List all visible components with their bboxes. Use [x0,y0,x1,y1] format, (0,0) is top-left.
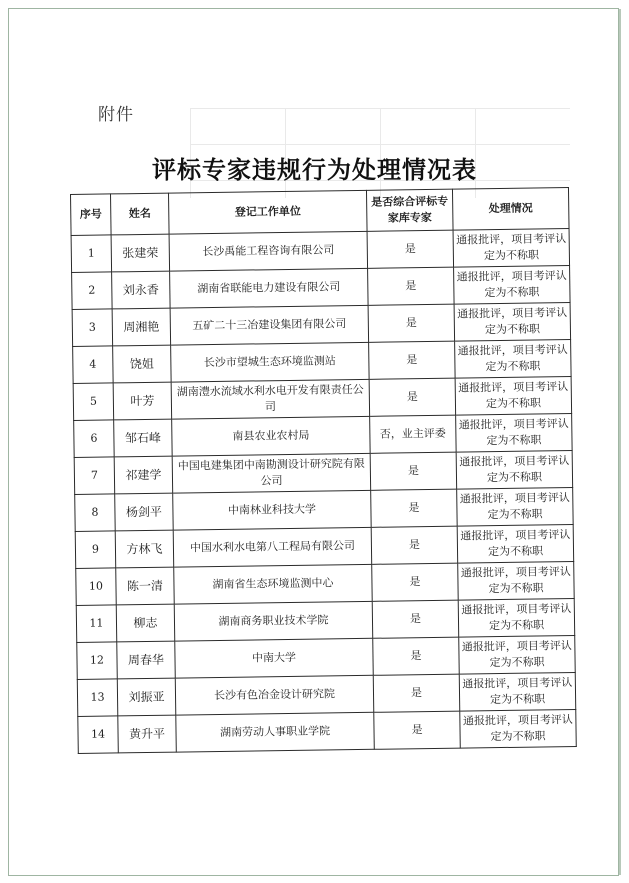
is-expert: 是 [371,489,458,527]
header-expert: 是否综合评标专家库专家 [366,189,453,231]
work-unit: 中国水利水电第八工程局有限公司 [173,527,371,567]
handling-result: 通报批评，项目考评认定为不称职 [453,229,570,268]
work-unit: 湖南省联能电力建设有限公司 [170,268,368,308]
work-unit: 五矿二十三冶建设集团有限公司 [170,305,368,345]
is-expert: 是 [367,230,454,268]
handling-result: 通报批评，项目考评认定为不称职 [457,488,574,527]
expert-name: 柳志 [116,604,175,642]
header-no: 序号 [71,194,112,236]
is-expert: 是 [373,637,460,675]
work-unit: 中国电建集团中南勘测设计研究院有限公司 [172,453,370,493]
row-number: 3 [72,309,113,347]
expert-name: 张建荣 [111,234,170,272]
is-expert: 是 [368,267,455,305]
expert-name: 叶芳 [113,382,172,420]
work-unit: 长沙有色冶金设计研究院 [175,675,373,715]
expert-name: 陈一清 [116,567,175,605]
expert-name: 祁建学 [114,456,173,494]
attachment-label: 附件 [98,105,134,125]
handling-result: 通报批评，项目考评认定为不称职 [457,525,574,564]
header-result: 处理情况 [452,188,569,231]
is-expert: 是 [372,563,459,601]
expert-name: 邹石峰 [114,419,173,457]
work-unit: 湖南澧水流域水利水电开发有限责任公司 [171,379,369,419]
work-unit: 湖南劳动人事职业学院 [176,712,374,752]
is-expert: 是 [371,526,458,564]
handling-result: 通报批评，项目考评认定为不称职 [459,672,576,711]
header-unit: 登记工作单位 [168,190,367,234]
table-row [78,709,576,753]
handling-result: 通报批评，项目考评认定为不称职 [456,451,573,490]
row-number: 12 [77,642,118,680]
header-name: 姓名 [111,193,170,235]
is-expert: 是 [370,452,457,490]
handling-result: 通报批评，项目考评认定为不称职 [458,562,575,601]
expert-name: 杨剑平 [115,493,174,531]
is-expert: 是 [368,304,455,342]
is-expert: 是 [374,711,461,749]
table-header-row [71,188,570,236]
violation-table [70,187,577,754]
row-number: 10 [76,568,117,606]
handling-result: 通报批评，项目考评认定为不称职 [460,709,577,748]
violation-table-wrap [70,187,576,754]
is-expert: 是 [373,674,460,712]
expert-name: 周湘艳 [112,308,171,346]
work-unit: 湖南省生态环境监测中心 [174,564,372,604]
expert-name: 刘振亚 [117,678,176,716]
is-expert: 是 [372,600,459,638]
row-number: 6 [74,420,115,458]
row-number: 2 [72,272,113,310]
is-expert: 是 [369,341,456,379]
work-unit: 长沙市望城生态环境监测站 [171,342,369,382]
work-unit: 长沙禹能工程咨询有限公司 [169,231,367,271]
expert-name: 黄升平 [118,715,177,753]
work-unit: 中南大学 [175,638,373,678]
row-number: 5 [73,383,114,421]
row-number: 11 [76,605,117,643]
handling-result: 通报批评，项目考评认定为不称职 [458,598,575,637]
row-number: 14 [78,716,119,754]
work-unit: 中南林业科技大学 [173,490,371,530]
expert-name: 周春华 [117,641,176,679]
row-number: 8 [75,494,116,532]
expert-name: 方林飞 [115,530,174,568]
row-number: 7 [74,457,115,495]
row-number: 1 [71,235,112,273]
row-number: 9 [75,531,116,569]
expert-name: 饶姐 [113,345,172,383]
handling-result: 通报批评，项目考评认定为不称职 [455,377,572,416]
is-expert: 否，业主评委 [370,415,457,453]
handling-result: 通报批评，项目考评认定为不称职 [459,635,576,674]
handling-result: 通报批评，项目考评认定为不称职 [454,303,571,342]
row-number: 13 [77,679,118,717]
handling-result: 通报批评，项目考评认定为不称职 [455,340,572,379]
handling-result: 通报批评，项目考评认定为不称职 [454,266,571,305]
expert-name: 刘永香 [112,271,171,309]
page-title: 评标专家违规行为处理情况表 [152,155,477,184]
handling-result: 通报批评，项目考评认定为不称职 [456,414,573,453]
work-unit: 湖南商务职业技术学院 [174,601,372,641]
row-number: 4 [73,346,114,384]
is-expert: 是 [369,378,456,416]
work-unit: 南县农业农村局 [172,416,370,456]
